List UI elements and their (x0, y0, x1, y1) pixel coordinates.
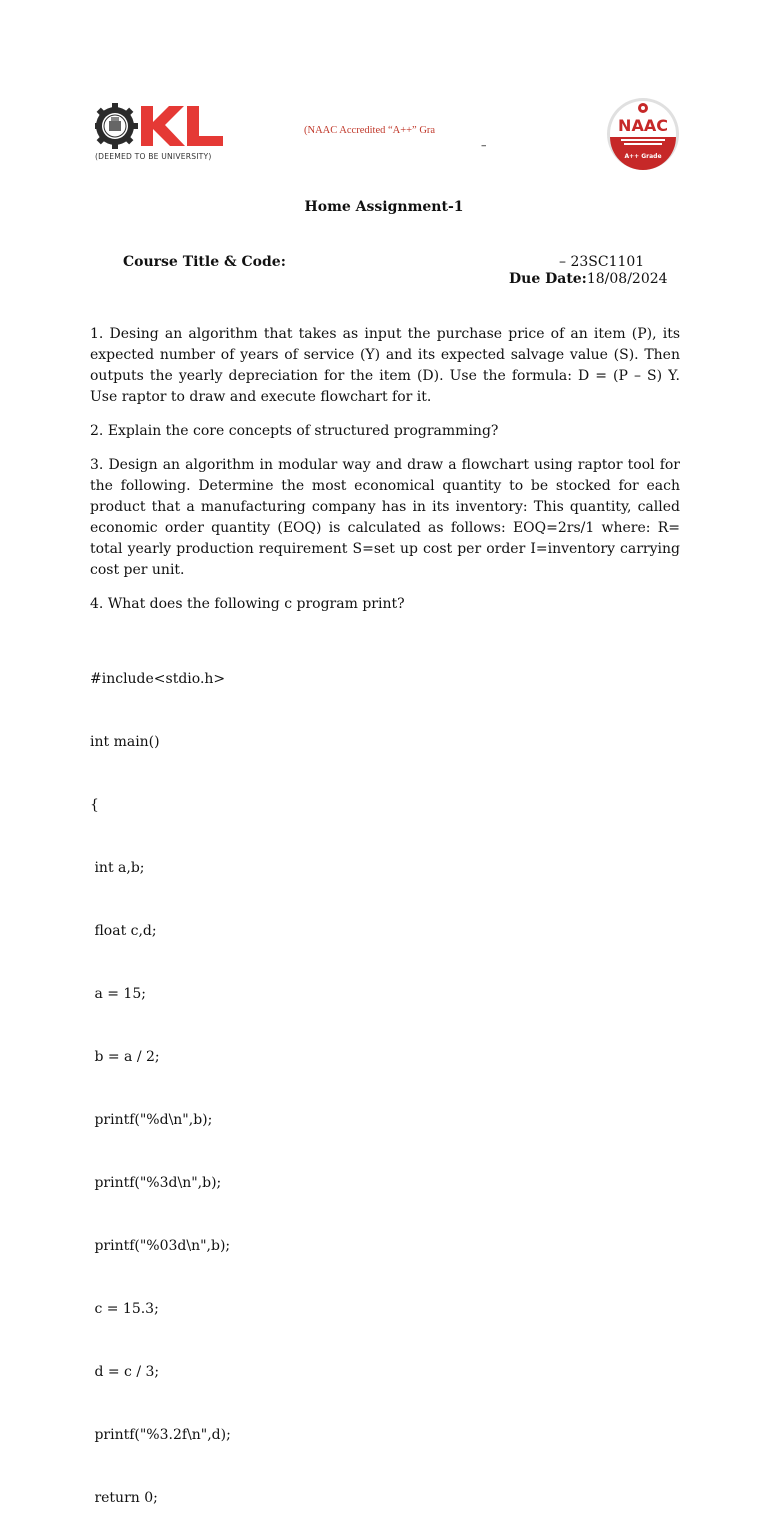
question-number: 2. (90, 423, 104, 439)
code-line: int a,b; (90, 860, 145, 876)
question-text: Desing an algorithm that takes as input the purchase price of an item (P), its expected number of years of service (Y) and its expected salvage value (S). Then outputs the yearly depreciation for the item (D). Use the formula: D = (P – S) Y. Use raptor to draw and execute flowchart for it. (90, 326, 681, 405)
naac-seal-graphic (603, 97, 683, 171)
code-line: int main() (90, 734, 160, 750)
kl-university-logo (95, 100, 235, 164)
naac-seal-grade: A++ Grade (624, 153, 662, 160)
code-line: printf("%3.2f\n",d); (90, 1427, 231, 1443)
naac-accreditation-note: (NAAC Accredited “A++” Gra (304, 125, 436, 136)
naac-seal-logo (603, 97, 683, 171)
question-number: 4. (90, 596, 104, 612)
gear-icon (95, 103, 138, 149)
question-1 (90, 324, 680, 408)
question-4 (90, 594, 680, 615)
course-title-label: Course Title & Code: (123, 254, 286, 270)
question-text: Explain the core concepts of structured programming? (107, 423, 499, 439)
code-line: d = c / 3; (90, 1364, 160, 1380)
question-number: 1. (90, 326, 104, 342)
code-line: #include<stdio.h> (90, 671, 226, 687)
question-2 (90, 421, 680, 442)
code-line: printf("%03d\n",b); (90, 1238, 231, 1254)
naac-seal-title: NAAC (618, 116, 668, 135)
assignment-title: Home Assignment-1 (304, 199, 464, 215)
question-text: Design an algorithm in modular way and draw a flowchart using raptor tool for the following. Determine the most economical quantity to be stocked for each product that a manufacturing company has in its inventory: This quantity, called economic order quantity (EOQ) is calculated as follows: EOQ=2rs/1 where: R= total yearly production requirement S=set up cost per order I=inventory carrying cost per unit. (90, 457, 680, 578)
code-line: float c,d; (90, 923, 157, 939)
code-line: c = 15.3; (90, 1301, 159, 1317)
due-date (509, 271, 668, 287)
code-line: a = 15; (90, 986, 146, 1002)
course-code: – 23SC1101 (559, 254, 645, 270)
c-program-listing (90, 627, 231, 1530)
due-date-value: 18/08/2024 (586, 271, 668, 287)
code-line: { (90, 797, 99, 813)
header-dash: – (481, 139, 487, 152)
question-number: 3. (90, 457, 104, 473)
kl-logo-graphic (95, 100, 235, 152)
code-line: printf("%d\n",b); (90, 1112, 213, 1128)
code-line: return 0; (90, 1490, 158, 1506)
due-date-label: Due Date: (509, 271, 587, 287)
question-3 (90, 455, 680, 581)
question-text: What does the following c program print? (107, 596, 405, 612)
code-line: b = a / 2; (90, 1049, 160, 1065)
code-line: printf("%3d\n",b); (90, 1175, 222, 1191)
university-tagline: (DEEMED TO BE UNIVERSITY) (95, 152, 212, 161)
